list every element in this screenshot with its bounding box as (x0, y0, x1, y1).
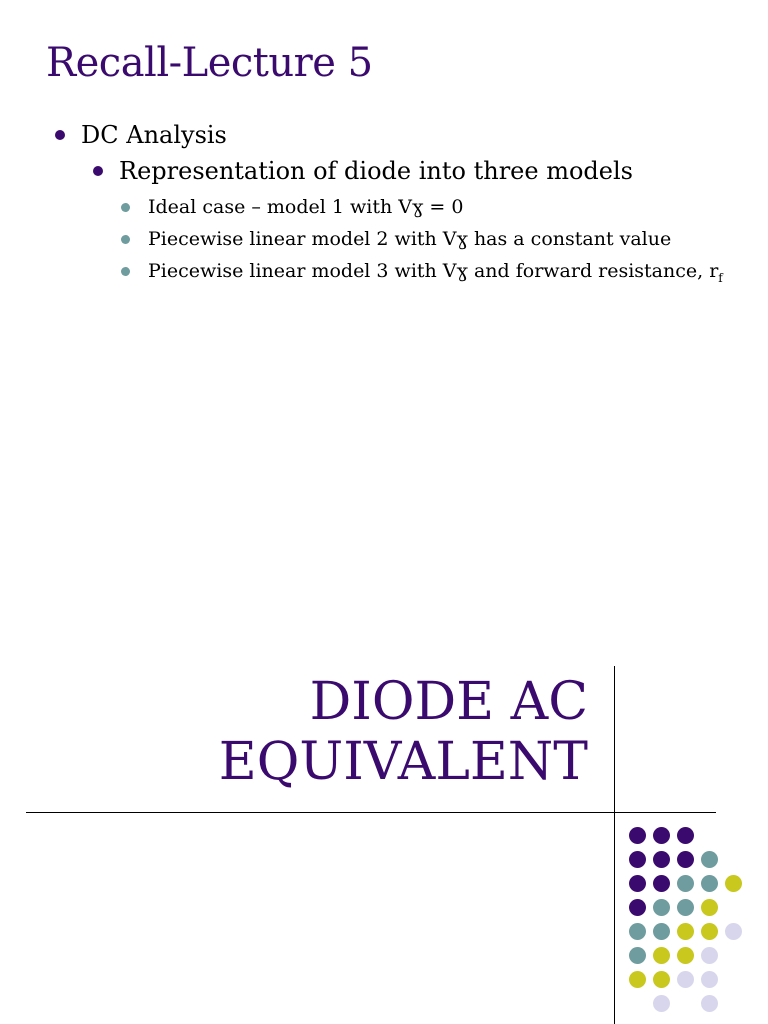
decor-dot-yellow (677, 923, 694, 940)
decor-dot-yellow (677, 947, 694, 964)
slide-diode-ac (0, 600, 768, 1024)
bullet-dot-icon (93, 166, 103, 176)
decor-dot-purple (629, 851, 646, 868)
decor-dot-teal (653, 923, 670, 940)
decor-dot-teal (629, 947, 646, 964)
bullet-dc-analysis (0, 118, 768, 152)
decor-dot-purple (653, 875, 670, 892)
decor-dot-lavender (725, 923, 742, 940)
decorative-dot-grid (0, 600, 768, 1024)
sub-bullet-model-2 (0, 226, 768, 252)
decor-dot-purple (629, 875, 646, 892)
decor-dot-teal (677, 899, 694, 916)
decor-dot-lavender (653, 995, 670, 1012)
bullet-dot-icon (121, 203, 130, 212)
decor-dot-teal (629, 923, 646, 940)
bullet-text: Ideal case – model 1 with Vɣ = 0 (148, 196, 464, 218)
bullet-dot-icon (121, 235, 130, 244)
decor-dot-teal (701, 875, 718, 892)
bullet-text: DC Analysis (81, 121, 227, 149)
decor-dot-lavender (677, 971, 694, 988)
decor-dot-purple (629, 827, 646, 844)
decor-dot-yellow (725, 875, 742, 892)
bullet-text: Piecewise linear model 2 with Vɣ has a constant value (148, 228, 672, 250)
decor-dot-lavender (701, 971, 718, 988)
decor-dot-purple (629, 899, 646, 916)
bullet-list (0, 118, 768, 291)
decor-dot-lavender (701, 995, 718, 1012)
subscript-f: f (718, 270, 723, 285)
sub-bullet-model-3 (0, 258, 768, 291)
bullet-representation (0, 152, 768, 190)
section-title-line-2: EQUIVALENT (218, 732, 588, 792)
bullet-dot-icon (55, 130, 65, 140)
bullet-text: Representation of diode into three models (119, 157, 633, 185)
bullet-dot-icon (121, 267, 130, 276)
slide-title: Recall-Lecture 5 (46, 40, 373, 86)
decor-dot-teal (701, 851, 718, 868)
section-title-line-1: DIODE AC (309, 672, 588, 732)
decor-dot-yellow (701, 899, 718, 916)
decor-dot-purple (677, 851, 694, 868)
sub-bullet-model-1 (0, 194, 768, 220)
decor-dot-purple (677, 827, 694, 844)
decor-dot-lavender (701, 947, 718, 964)
decor-dot-yellow (653, 971, 670, 988)
decor-dot-purple (653, 851, 670, 868)
decor-dot-teal (653, 899, 670, 916)
decor-dot-yellow (701, 923, 718, 940)
decor-dot-yellow (629, 971, 646, 988)
bullet-text: Piecewise linear model 3 with Vɣ and forward resistance, r (148, 260, 719, 282)
decor-dot-yellow (653, 947, 670, 964)
decor-dot-purple (653, 827, 670, 844)
decor-dot-teal (677, 875, 694, 892)
